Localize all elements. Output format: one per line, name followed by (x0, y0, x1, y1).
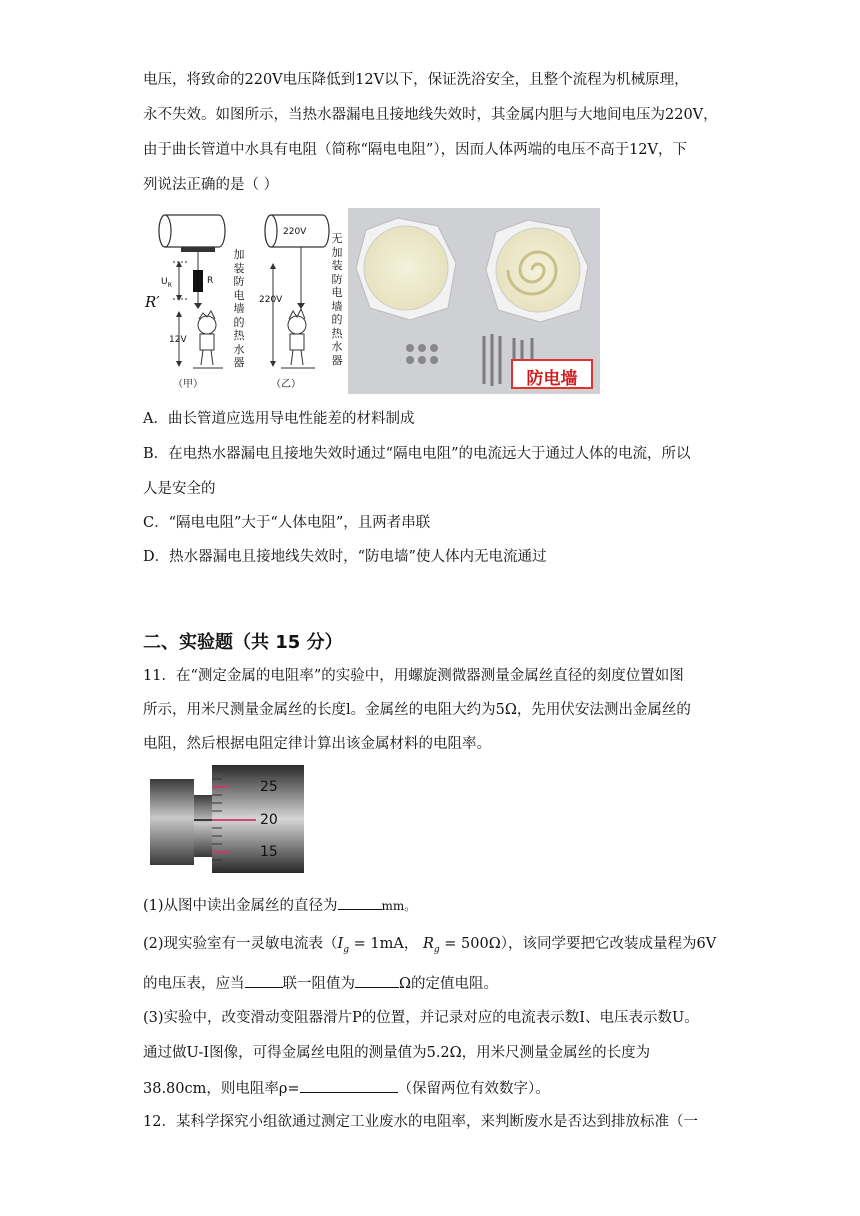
p10-line-3: 由于曲长管道中水具有电阻（简称“隔电电阻”），因而人体两端的电压不高于12V，下 (143, 142, 687, 158)
q3-line-2: 通过做U-I图像，可得金属丝电阻的测量值为5.2Ω，用米尺测量金属丝的长度为 (143, 1045, 651, 1061)
q2-blank-2[interactable] (355, 973, 399, 988)
option-d: D．热水器漏电且接地线失效时，“防电墙”使人体内无电流通过 (143, 549, 547, 565)
tank-voltage-a: 220V (185, 235, 209, 245)
tank-voltage-b: 220V (283, 227, 307, 237)
yi-label: （乙） (271, 379, 301, 390)
p10-line-2: 永不失效。如图所示，当热水器漏电且接地线失效时，其金属内胆与大地间电压为220V， (143, 107, 718, 123)
q2-blank-1[interactable] (245, 973, 283, 988)
figure-yi (253, 205, 333, 395)
option-b-cont: 人是安全的 (143, 481, 216, 497)
p11-line-2: 所示，用米尺测量金属丝的长度l。金属丝的电阻大约为5Ω，先用伏安法测出金属丝的 (143, 702, 691, 718)
p10-line-4: 列说法正确的是（ ） (143, 177, 279, 193)
jia-label: （甲） (173, 379, 203, 390)
q3-answer-blank[interactable] (300, 1078, 398, 1093)
q1-answer-blank[interactable] (338, 895, 382, 910)
v220-label: 220V (259, 295, 283, 305)
vertical-label-a: 加装防电墙的热水器 (233, 248, 245, 369)
micrometer-tick-20: 20 (260, 812, 278, 828)
photo-caption: 防电墙 (526, 369, 578, 389)
p12-line-1: 12．某科学探究小组欲通过测定工业废水的电阻率，来判断废水是否达到排放标准（一 (143, 1114, 698, 1130)
option-a: A．曲长管道应选用导电性能差的材料制成 (143, 411, 415, 427)
q2-line-1: (2)现实验室有一灵敏电流表（$I_g = 1mA$， $R_g = 500\Omega$），该同学要把它改装成量程为6V (143, 936, 717, 955)
v12-label: 12V (169, 335, 187, 345)
q3-line-3: 38.80cm，则电阻率ρ= （保留两位有效数字）。 (143, 1078, 550, 1099)
ur-label: $U_R$ (161, 277, 172, 289)
q3-line-1: (3)实验中，改变滑动变阻器滑片P的位置，并记录对应的电流表示数I、电压表示数U。 (143, 1010, 699, 1026)
p11-line-1: 11．在“测定金属的电阻率”的实验中，用螺旋测微器测量金属丝直径的刻度位置如图 (143, 668, 684, 684)
micrometer-tick-25: 25 (260, 779, 278, 795)
section-heading: 二、实验题（共 15 分） (143, 632, 343, 653)
resistor-label: R (207, 276, 214, 286)
option-c: C．“隔电电阻”大于“人体电阻”，且两者串联 (143, 515, 431, 531)
anti-electric-wall-photo (348, 208, 600, 394)
p10-line-1: 电压，将致命的220V电压降低到12V以下，保证洗浴安全，且整个流程为机械原理， (143, 72, 689, 88)
micrometer-figure (150, 763, 304, 878)
q1-line: (1)从图中读出金属丝的直径为 mm。 (143, 895, 416, 916)
r-prime-label: R′ (145, 293, 160, 311)
vertical-label-b: 无加装防电墙的热水器 (331, 232, 343, 367)
micrometer-drawing (150, 763, 304, 878)
q2-line-2: 的电压表，应当 联一阻值为 Ω的定值电阻。 (143, 973, 498, 994)
micrometer-tick-15: 15 (260, 844, 278, 860)
p11-line-3: 电阻，然后根据电阻定律计算出该金属材料的电阻率。 (143, 736, 491, 752)
option-b: B．在电热水器漏电且接地失效时通过“隔电电阻”的电流远大于通过人体的电流，所以 (143, 446, 691, 462)
